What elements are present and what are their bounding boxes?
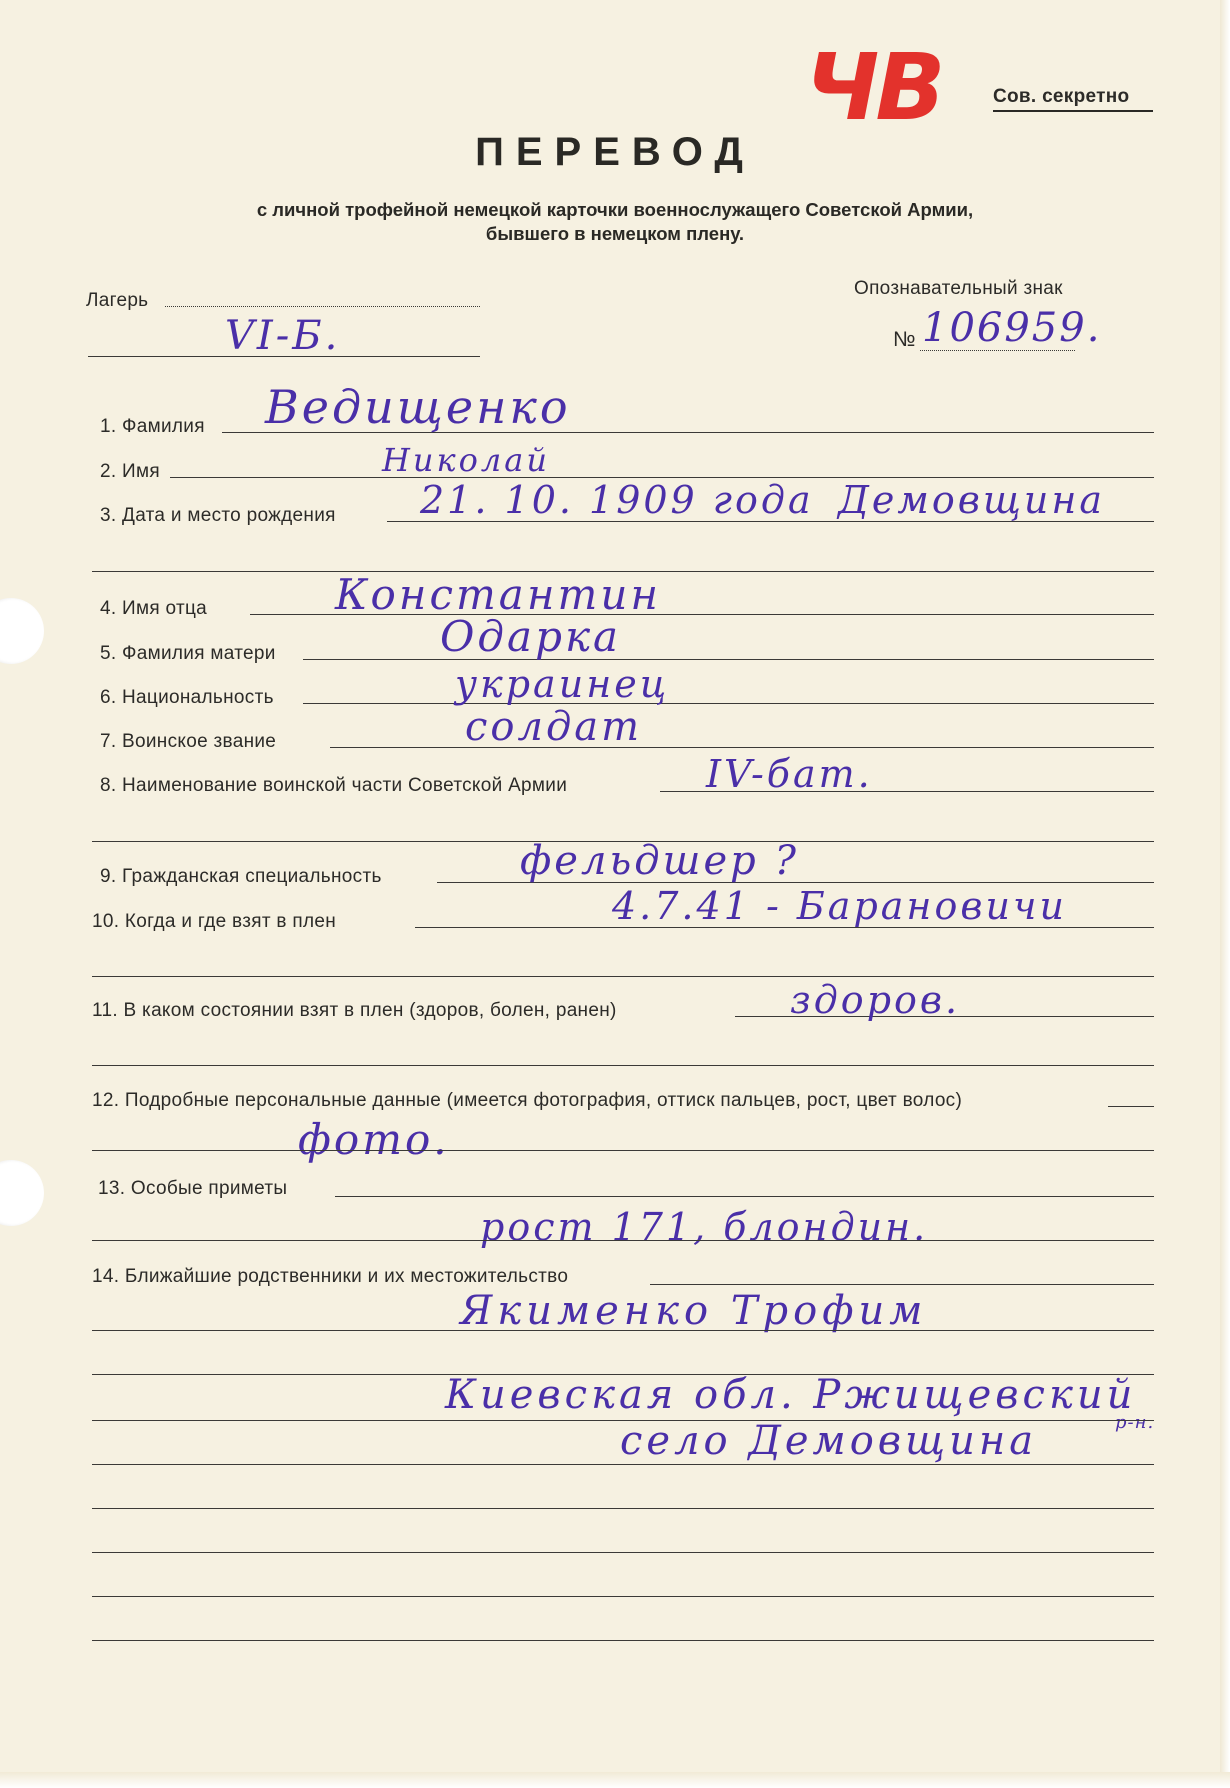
field-7-label: 7. Воинское звание [100, 731, 277, 752]
field-12-value: фото. [298, 1115, 450, 1164]
field-13-value: рост 171, блондин. [480, 1205, 929, 1249]
field-6-value: украинец [455, 662, 670, 706]
field-10-line-2 [92, 976, 1154, 977]
field-14-label: 14. Ближайшие родственники и их местожительство [92, 1266, 569, 1287]
field-8-value: IV-бат. [706, 752, 873, 796]
field-14-line-5 [92, 1464, 1154, 1465]
field-11-line-2 [92, 1065, 1154, 1066]
field-13-line [335, 1196, 1154, 1197]
field-9-label: 9. Гражданская специальность [100, 866, 382, 887]
field-14-value-line-2: Киевская обл. Ржищевский [445, 1372, 1137, 1418]
field-7-value: солдат [465, 704, 643, 750]
field-13-label: 13. Особые приметы [98, 1178, 288, 1199]
camp-label: Лагерь [86, 290, 149, 311]
field-9-value: фельдшер ? [520, 838, 799, 884]
document-subtitle-line1: с личной трофейной немецкой карточки военнослужащего Советской Армии, [256, 199, 974, 220]
classification-label: Сов. секретно [993, 86, 1130, 107]
field-14-value-suffix: р-н. [1115, 1412, 1155, 1433]
red-pencil-mark: ЧВ [805, 34, 942, 141]
field-1-label: 1. Фамилия [100, 416, 205, 437]
field-12-line-2 [92, 1150, 1154, 1151]
camp-value: VI-Б. [225, 313, 341, 359]
field-14-line-8 [92, 1596, 1154, 1597]
field-6-label: 6. Национальность [100, 687, 274, 708]
field-6-line [303, 703, 1154, 704]
field-2-value: Николай [382, 441, 550, 479]
field-14-value-line-3: село Демовщина [620, 1418, 1038, 1464]
field-2-label: 2. Имя [100, 461, 160, 482]
classification-underline [993, 110, 1153, 112]
field-14-line-7 [92, 1552, 1154, 1553]
field-14-line-6 [92, 1508, 1154, 1509]
field-10-value: 4.7.41 - Барановичи [612, 884, 1068, 928]
field-11-label: 11. В каком состоянии взят в плен (здоров, болен, ранен) [92, 1000, 617, 1021]
paper-edge-bottom [0, 1772, 1230, 1788]
field-8-label: 8. Наименование воинской части Советской Армии [100, 775, 568, 796]
id-tag-number-sign: № [893, 328, 916, 351]
field-14-line [650, 1284, 1154, 1285]
field-5-line [303, 659, 1154, 660]
field-12-line [1108, 1106, 1154, 1107]
field-14-line-4 [92, 1420, 1154, 1421]
field-7-line [330, 747, 1154, 748]
field-3-place: Демовщина [838, 478, 1106, 522]
document-subtitle-line2: бывшего в немецком плену. [485, 223, 745, 244]
punch-hole-top [0, 598, 44, 664]
camp-line-2 [88, 356, 480, 357]
field-13-line-2 [92, 1240, 1154, 1241]
field-5-value: Одарка [440, 612, 622, 661]
field-3-label: 3. Дата и место рождения [100, 505, 336, 526]
field-14-line-2 [92, 1330, 1154, 1331]
field-14-value-line-1: Якименко Трофим [460, 1288, 928, 1334]
field-14-line-3 [92, 1374, 1154, 1375]
document-title: ПЕРЕВОД [475, 130, 755, 174]
paper-edge [1220, 0, 1230, 1788]
field-10-label: 10. Когда и где взят в плен [92, 911, 337, 932]
punch-hole-bottom [0, 1160, 44, 1226]
field-14-line-9 [92, 1640, 1154, 1641]
camp-line [165, 306, 480, 307]
id-tag-value: 106959. [922, 305, 1102, 351]
field-1-value: Ведищенко [265, 380, 571, 434]
field-11-value: здоров. [790, 978, 961, 1022]
field-4-value: Константин [335, 570, 662, 619]
id-tag-label: Опознавательный знак [854, 278, 1063, 299]
field-5-label: 5. Фамилия матери [100, 643, 276, 664]
field-3-value: 21. 10. 1909 года [420, 478, 814, 522]
field-12-label: 12. Подробные персональные данные (имеется фотография, оттиск пальцев, рост, цвет волос) [92, 1090, 963, 1111]
field-4-label: 4. Имя отца [100, 598, 208, 619]
